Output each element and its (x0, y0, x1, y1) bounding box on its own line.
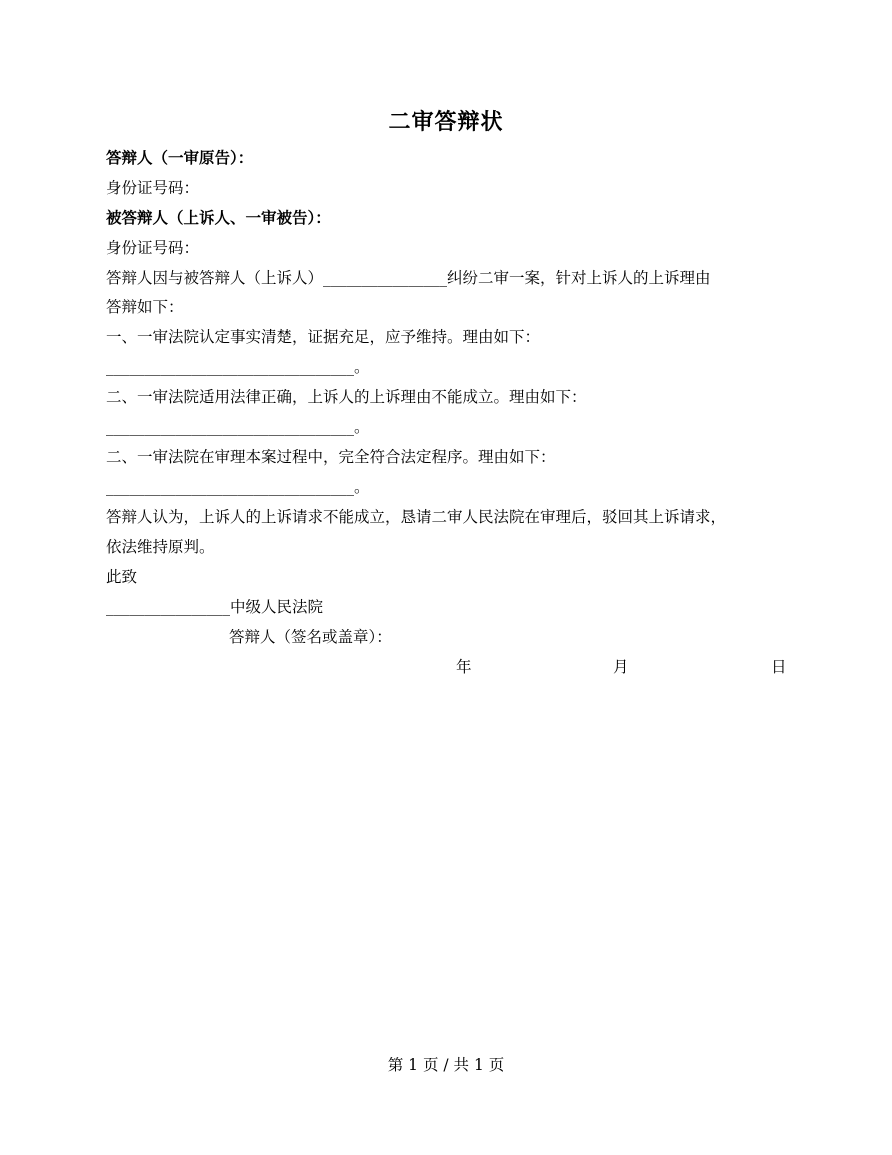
date-year: 年 (456, 658, 472, 676)
appellee-id-label: 身份证号码： (106, 239, 200, 257)
conclusion-line-2: 依法维持原判。 (106, 538, 215, 556)
reason-2-blank: ________________________________。 (106, 418, 370, 436)
signature-label: 答辩人（签名或盖章）： (229, 628, 392, 646)
appellee-label: 被答辩人（上诉人、一审被告）： (106, 208, 331, 227)
reason-1-blank: ________________________________。 (106, 358, 370, 376)
reason-1-heading: 一、一审法院认定事实清楚，证据充足，应予维持。理由如下： (106, 328, 541, 346)
conclusion-line-1: 答辩人认为，上诉人的上诉请求不能成立，恳请二审人民法院在审理后，驳回其上诉请求， (106, 508, 727, 526)
respondent-label: 答辩人（一审原告）： (106, 148, 254, 167)
reason-2-heading: 二、一审法院适用法律正确，上诉人的上诉理由不能成立。理由如下： (106, 388, 587, 406)
court-name: ________________中级人民法院 (106, 598, 324, 616)
document-title: 二审答辩状 (388, 109, 504, 135)
intro-line-1: 答辩人因与被答辩人（上诉人）________________纠纷二审一案，针对上诉人的上诉理由 (106, 269, 711, 287)
intro-line-2: 答辩如下： (106, 298, 184, 316)
page-footer: 第 1 页 / 共 1 页 (387, 1056, 505, 1074)
respondent-id-label: 身份证号码： (106, 179, 200, 197)
salutation: 此致 (106, 568, 138, 586)
reason-3-heading: 二、一审法院在审理本案过程中，完全符合法定程序。理由如下： (106, 448, 556, 466)
date-month: 月 (613, 658, 629, 676)
reason-3-blank: ________________________________。 (106, 478, 370, 496)
date-day: 日 (771, 658, 787, 676)
